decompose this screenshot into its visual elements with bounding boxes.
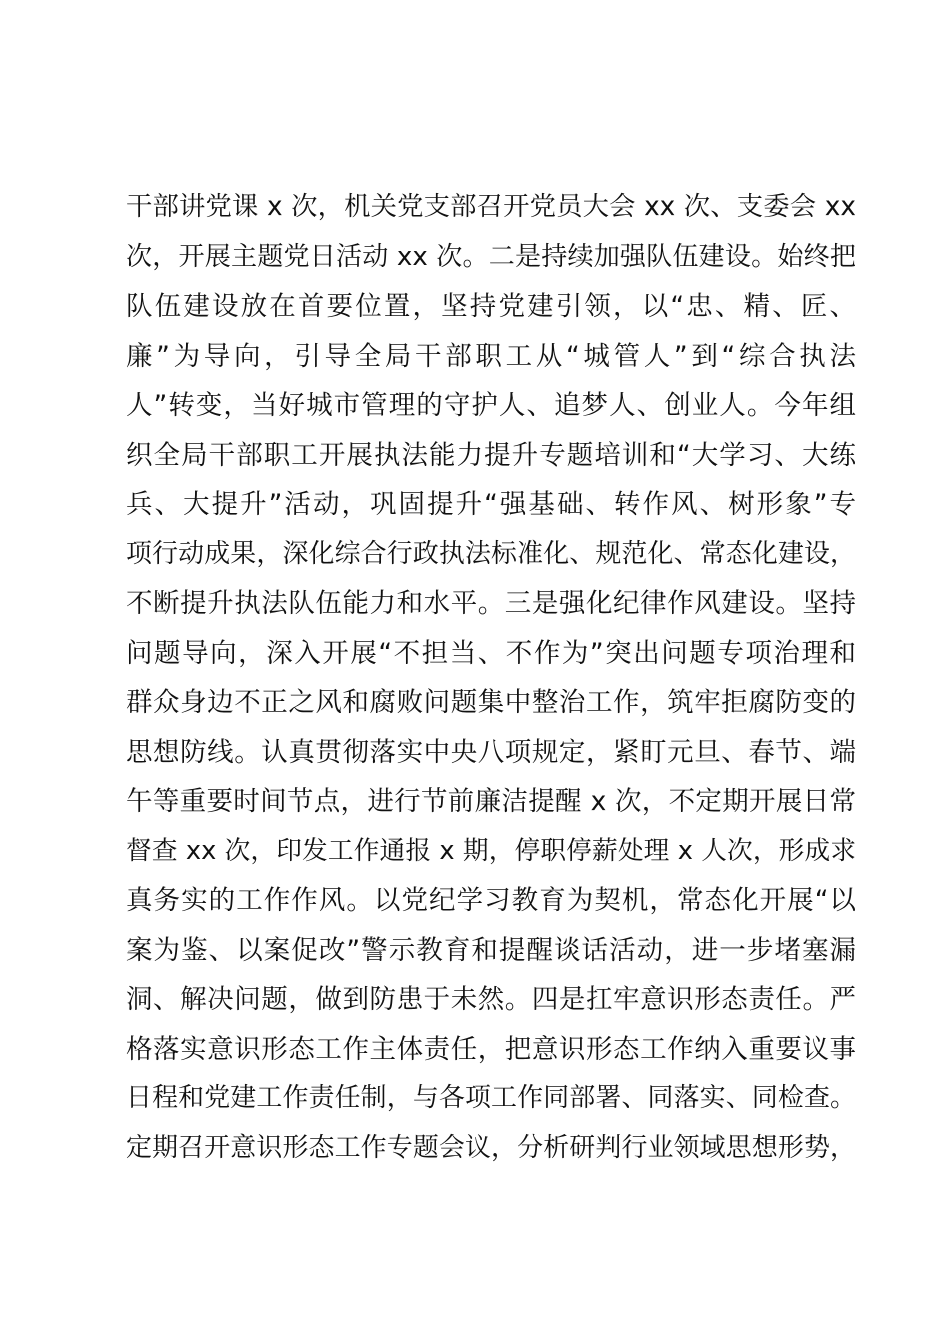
text-line: 项行动成果，深化综合行政执法标准化、规范化、常态化建设， [126, 538, 856, 569]
body-paragraph [126, 183, 856, 1173]
text-line: 次，开展主题党日活动 xx 次。二是持续加强队伍建设。始终把 [126, 241, 856, 272]
text-line: 日程和党建工作责任制，与各项工作同部署、同落实、同检查。 [126, 1083, 856, 1113]
text-line: 兵、大提升”活动，巩固提升“强基础、转作风、树形象”专 [126, 489, 856, 520]
text-line: 定期召开意识形态工作专题会议，分析研判行业领域思想形势， [126, 1132, 856, 1163]
text-line: 问题导向，深入开展“不担当、不作为”突出问题专项治理和 [126, 637, 856, 669]
text-line: 干部讲党课 x 次，机关党支部召开党员大会 xx 次、支委会 xx [126, 192, 856, 222]
text-line: 群众身边不正之风和腐败问题集中整治工作，筑牢拒腐防变的 [126, 687, 856, 718]
text-line: 廉”为导向，引导全局干部职工从“城管人”到“综合执法 [126, 340, 856, 372]
text-line: 督查 xx 次，印发工作通报 x 期，停职停薪处理 x 人次，形成求 [126, 835, 856, 866]
text-line: 洞、解决问题，做到防患于未然。四是扛牢意识形态责任。严 [126, 984, 856, 1015]
text-line: 格落实意识形态工作主体责任，把意识形态工作纳入重要议事 [126, 1033, 856, 1065]
text-line: 思想防线。认真贯彻落实中央八项规定，紧盯元旦、春节、端 [126, 736, 856, 768]
text-line: 织全局干部职工开展执法能力提升专题培训和“大学习、大练 [126, 439, 856, 471]
text-line: 案为鉴、以案促改”警示教育和提醒谈话活动，进一步堵塞漏 [126, 934, 856, 966]
text-line: 真务实的工作作风。以党纪学习教育为契机，常态化开展“以 [126, 885, 856, 916]
text-line: 不断提升执法队伍能力和水平。三是强化纪律作风建设。坚持 [126, 588, 856, 619]
text-line: 队伍建设放在首要位置，坚持党建引领，以“忠、精、匠、 [126, 291, 856, 322]
text-line: 午等重要时间节点，进行节前廉洁提醒 x 次，不定期开展日常 [126, 786, 856, 817]
text-line: 人”转变，当好城市管理的守护人、追梦人、创业人。今年组 [126, 390, 856, 421]
